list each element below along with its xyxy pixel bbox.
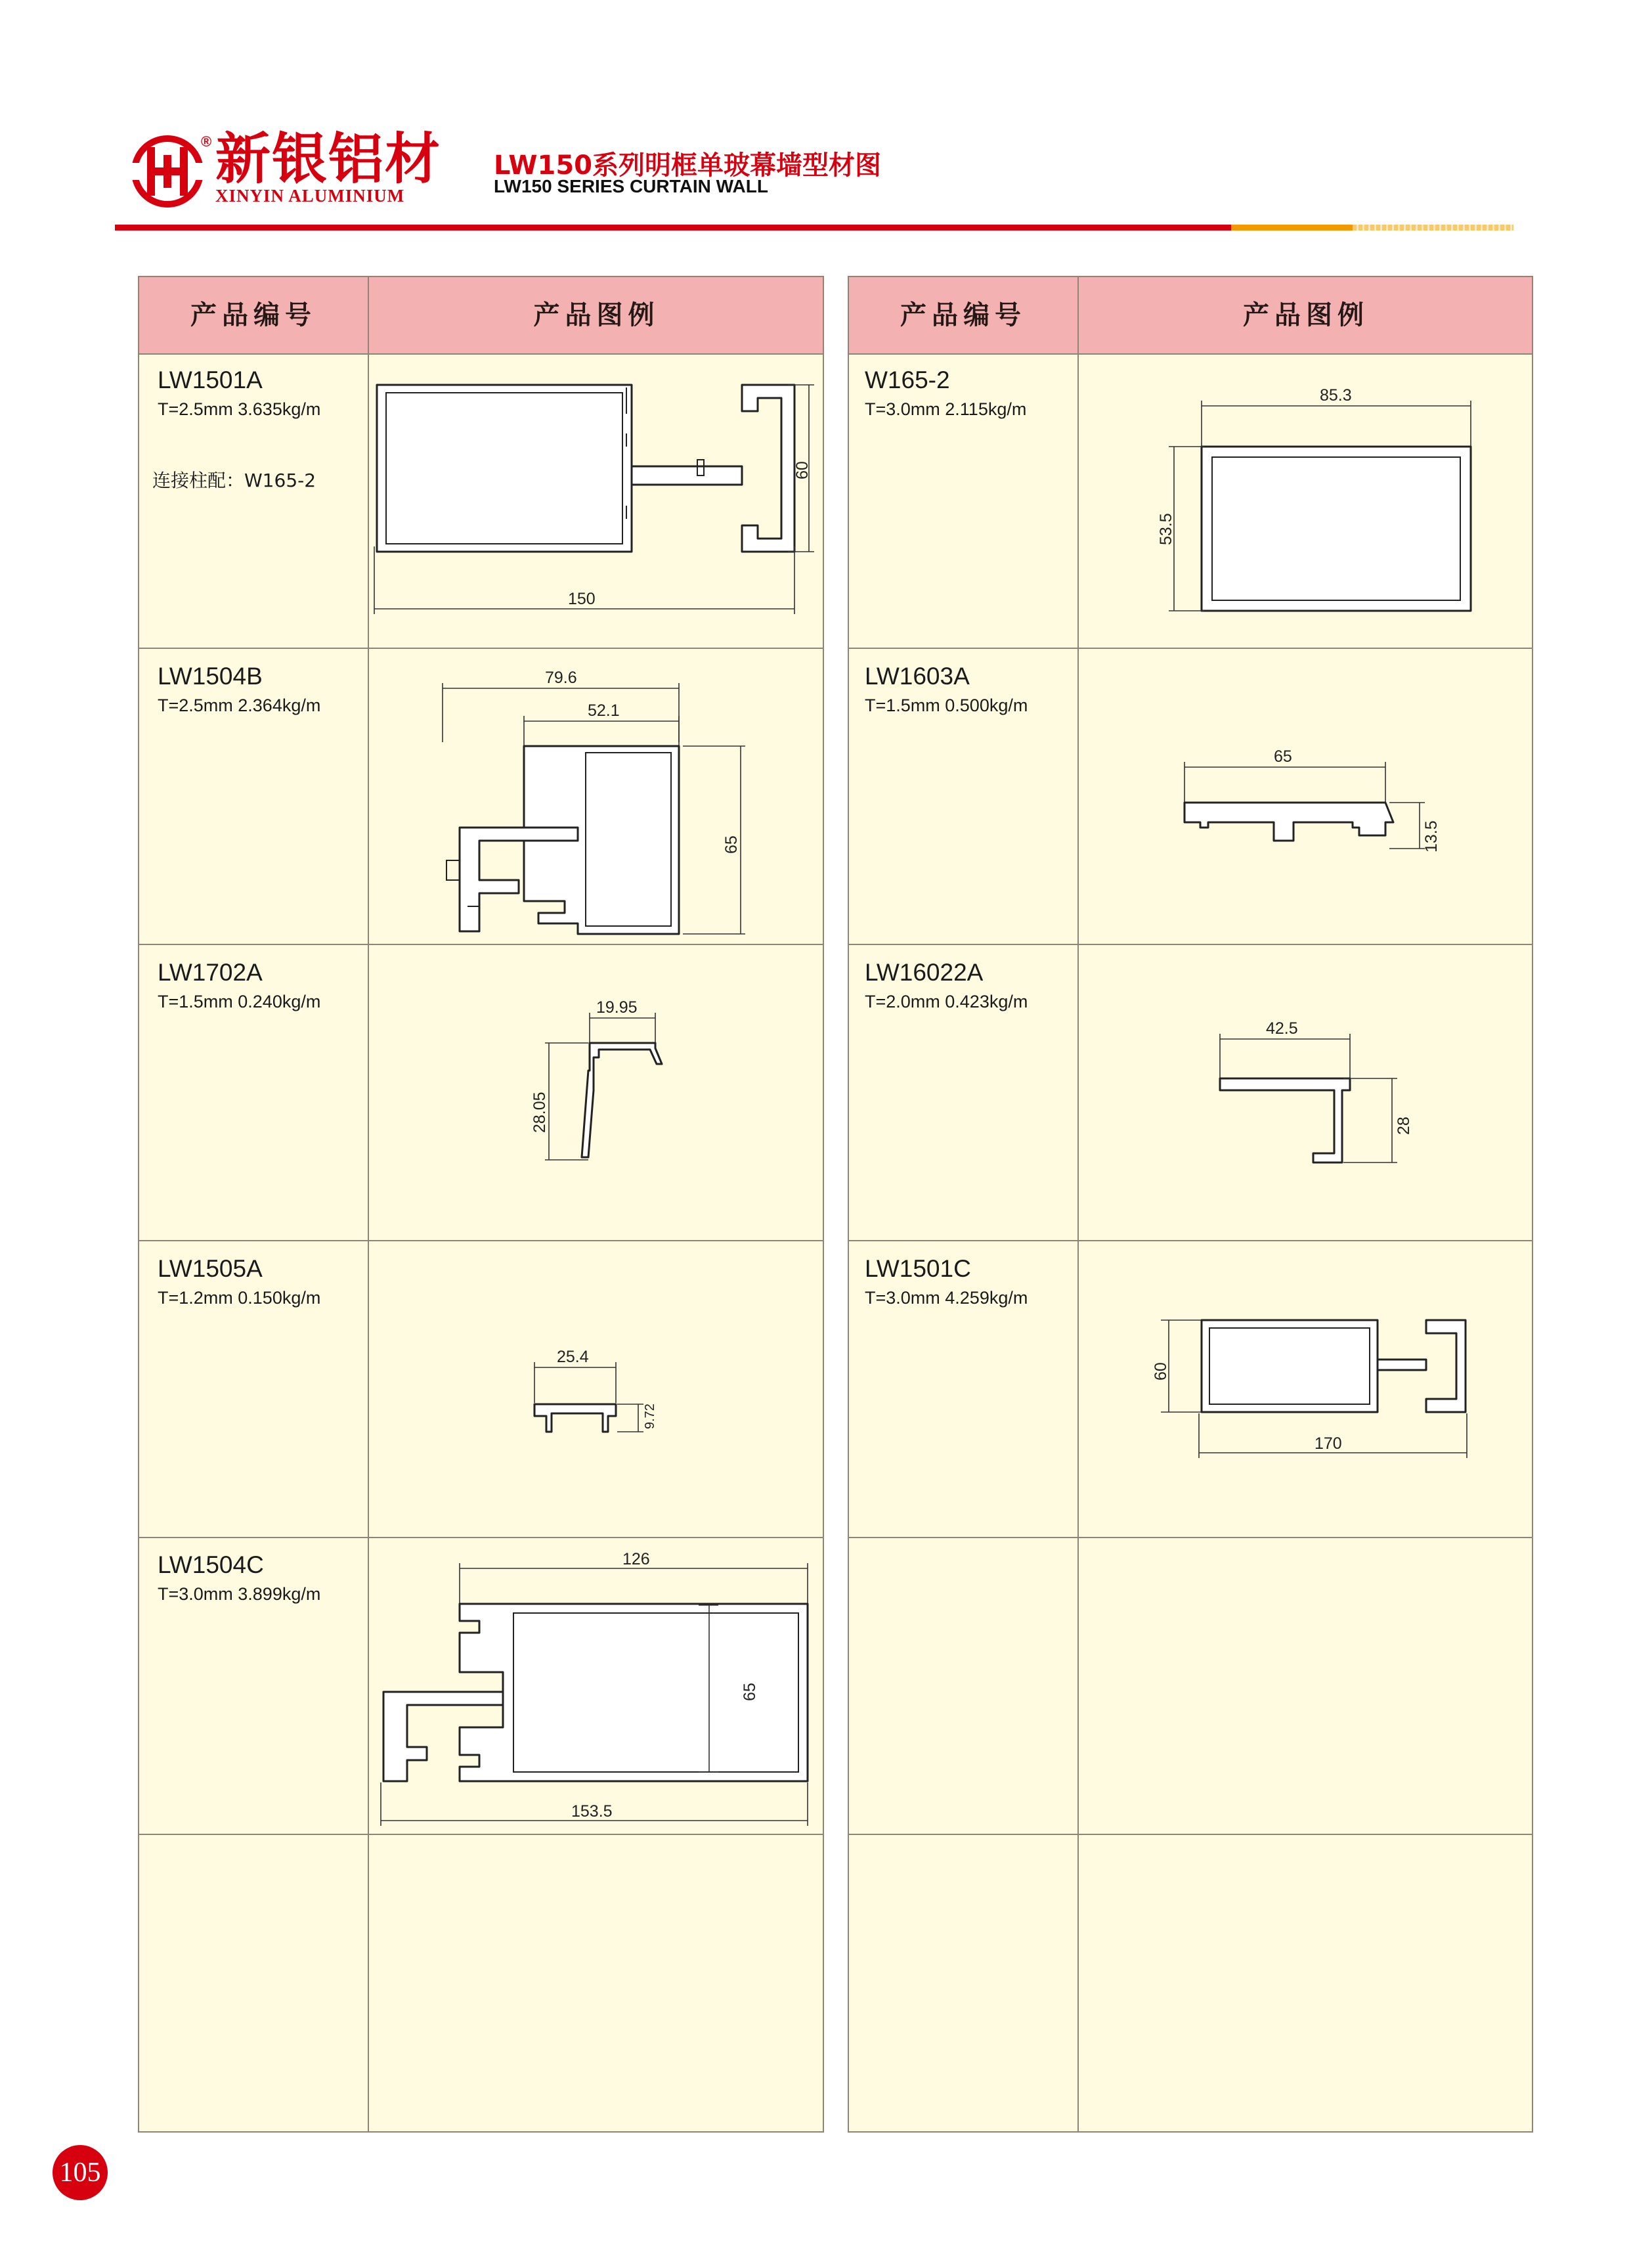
- profile-drawing-w165-2: [1149, 387, 1490, 624]
- product-spec: T=1.5mm 0.240kg/m: [158, 992, 321, 1011]
- dimension-bottom-width: 153.5: [571, 1802, 613, 1821]
- product-code: LW1603A: [865, 663, 970, 690]
- product-code: LW1504C: [158, 1551, 264, 1578]
- header-product-figure: 产品图例: [533, 300, 660, 330]
- product-spec: T=3.0mm 3.899kg/m: [158, 1584, 321, 1604]
- xinyin-logo-icon: [131, 135, 204, 208]
- page-title-cn: LW150系列明框单玻幕墙型材图: [494, 150, 881, 181]
- row-divider: [849, 648, 1532, 649]
- product-code: W165-2: [865, 366, 950, 393]
- row-divider: [849, 944, 1532, 945]
- dimension-height: 60: [793, 461, 812, 479]
- product-spec: T=3.0mm 4.259kg/m: [865, 1288, 1028, 1308]
- profile-drawing-lw1505a: [525, 1340, 676, 1438]
- product-spec: T=1.2mm 0.150kg/m: [158, 1288, 321, 1308]
- page-title-en: LW150 SERIES CURTAIN WALL: [494, 176, 768, 196]
- header-rule-orange: [1231, 225, 1353, 231]
- row-divider: [849, 1537, 1532, 1538]
- brand-name-cn: 新银铝材: [215, 127, 442, 191]
- dimension-width: 150: [568, 590, 596, 608]
- profile-drawing-lw16022a: [1208, 1017, 1418, 1181]
- column-divider: [1077, 277, 1079, 2131]
- product-code: LW1702A: [158, 959, 263, 986]
- product-code: LW1501C: [865, 1255, 971, 1282]
- header-product-code: 产品编号: [190, 300, 316, 330]
- row-divider: [849, 1834, 1532, 1835]
- profile-drawing-lw1504c: [374, 1550, 827, 1832]
- dimension-width: 85.3: [1320, 386, 1352, 405]
- dimension-width: 65: [1274, 747, 1292, 766]
- profile-drawing-lw1603a: [1175, 736, 1451, 860]
- dimension-height: 65: [741, 1683, 759, 1701]
- product-code: LW16022A: [865, 959, 984, 986]
- header-rule-dashed: [1353, 225, 1513, 231]
- product-spec: T=1.5mm 0.500kg/m: [865, 696, 1028, 715]
- brand-name-en: XINYIN ALUMINIUM: [215, 186, 405, 206]
- header-product-code: 产品编号: [900, 300, 1026, 330]
- product-code: LW1501A: [158, 366, 263, 393]
- header-rule-red: [115, 225, 1231, 231]
- row-divider: [139, 1537, 823, 1538]
- page-number-badge: 105: [53, 2145, 108, 2200]
- product-note: 连接柱配：W165-2: [152, 470, 316, 491]
- row-divider: [139, 648, 823, 649]
- product-spec: T=2.0mm 0.423kg/m: [865, 992, 1028, 1011]
- dimension-width: 170: [1315, 1434, 1342, 1453]
- dimension-width: 42.5: [1266, 1019, 1298, 1038]
- product-spec: T=2.5mm 2.364kg/m: [158, 696, 321, 715]
- product-code: LW1504B: [158, 663, 263, 690]
- row-divider: [849, 1240, 1532, 1241]
- header-product-figure: 产品图例: [1243, 300, 1369, 330]
- profile-drawing-lw1702a: [525, 998, 676, 1176]
- dimension-box-width: 52.1: [588, 701, 620, 720]
- dimension-height: 28.05: [531, 1092, 549, 1133]
- row-divider: [139, 1240, 823, 1241]
- dimension-height: 65: [722, 835, 741, 854]
- profile-drawing-lw1501a: [368, 374, 827, 624]
- dimension-top-width: 126: [622, 1550, 650, 1568]
- dimension-width: 25.4: [557, 1348, 589, 1366]
- profile-drawing-lw1504b: [433, 663, 762, 946]
- dimension-height: 60: [1152, 1362, 1170, 1381]
- product-spec: T=3.0mm 2.115kg/m: [865, 399, 1027, 419]
- product-spec: T=2.5mm 3.635kg/m: [158, 399, 321, 419]
- dimension-height: 9.72: [643, 1404, 657, 1429]
- dimension-height: 53.5: [1157, 513, 1175, 545]
- dimension-height: 28: [1395, 1117, 1413, 1135]
- row-divider: [139, 1834, 823, 1835]
- product-code: LW1505A: [158, 1255, 263, 1282]
- dimension-height: 13.5: [1422, 820, 1441, 852]
- profile-drawing-lw1501c: [1142, 1307, 1484, 1471]
- dimension-overall-width: 79.6: [545, 669, 577, 687]
- registered-mark: ®: [201, 133, 212, 150]
- dimension-width: 19.95: [596, 998, 638, 1017]
